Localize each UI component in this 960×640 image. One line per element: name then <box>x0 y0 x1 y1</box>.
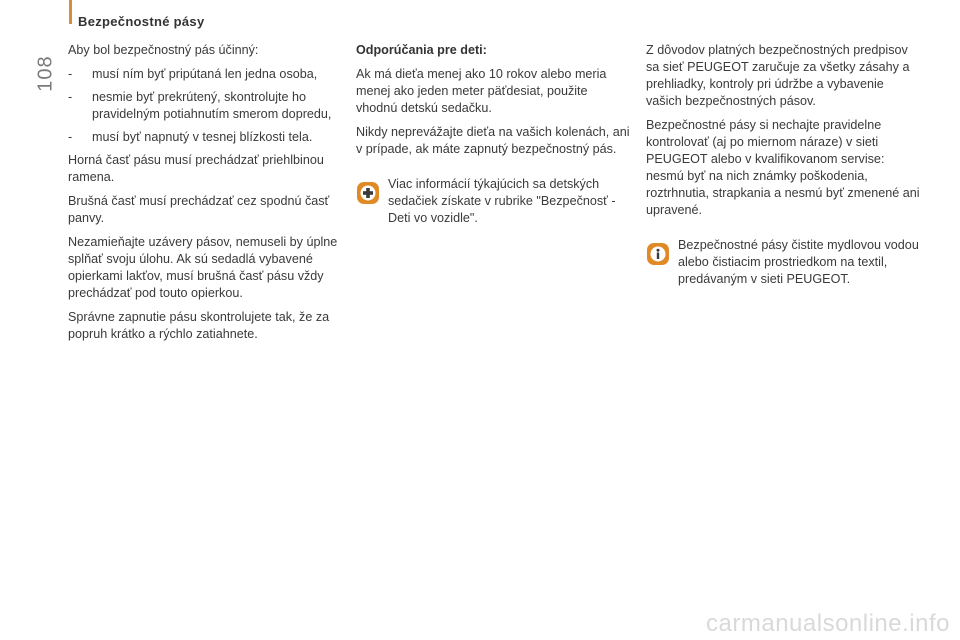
paragraph-buckles: Nezamieňajte uzávery pásov, nemuseli by úplne splňať svoju úlohu. Ak sú sedadlá vybavené opierkami lakťov, musí brušná časť pásu vždy prechádzať pod touto opierkou. <box>68 235 338 300</box>
column-maintenance <box>646 42 921 288</box>
paragraph-child-seat: Ak má dieťa menej ako 10 rokov alebo meria menej ako jeden meter päťdesiat, použite vhodnú detskú sedačku. <box>356 67 607 115</box>
section-title: Bezpečnostné pásy <box>78 14 205 29</box>
page-number: 108 <box>34 55 57 92</box>
watermark: carmanualsonline.info <box>706 610 950 637</box>
column-general-rules <box>68 42 343 350</box>
paragraph-network: Z dôvodov platných bezpečnostných predpisov sa sieť PEUGEOT zaručuje za všetky zásahy a prehliadky, kontroly pri údržbe a vybavenie vašich bezpečnostných pásov. <box>646 43 910 108</box>
list-item <box>68 89 343 123</box>
bullet-dash: - <box>68 90 73 104</box>
paragraph-inspection: Bezpečnostné pásy si nechajte pravidelne kontrolovať (aj po miernom náraze) v sieti PEUGEOT alebo v kvalifikovanom servise: nesmú byť na nich známky poškodenia, roztrhnutia, strapkania a nesmú byť zmenené ani upravené. <box>646 118 920 217</box>
children-heading: Odporúčania pre deti: <box>356 43 487 57</box>
list-item-text: musí ním byť pripútaná len jedna osoba, <box>92 67 318 81</box>
bullet-dash: - <box>68 130 73 144</box>
info-icon <box>646 242 670 266</box>
paragraph-check: Správne zapnutie pásu skontrolujete tak, že za popruh krátko a rýchlo zatiahnete. <box>68 310 330 341</box>
requirements-list <box>68 66 343 146</box>
section-accent-bar <box>69 0 72 24</box>
list-item-text: nesmie byť prekrútený, skontrolujte ho pravidelným potiahnutím smerom dopredu, <box>92 90 332 121</box>
more-info-note <box>356 176 631 227</box>
intro-text: Aby bol bezpečnostný pás účinný: <box>68 43 259 57</box>
cleaning-note <box>646 237 921 288</box>
note-text: Bezpečnostné pásy čistite mydlovou vodou alebo čistiacim prostriedkom na textil, predávaným v sieti PEUGEOT. <box>678 238 919 286</box>
note-text: Viac informácií týkajúcich sa detských sedačiek získate v rubrike "Bezpečnosť - Deti vo vozidle". <box>388 177 616 225</box>
list-item-text: musí byť napnutý v tesnej blízkosti tela. <box>92 130 313 144</box>
paragraph-no-lap: Nikdy neprevážajte dieťa na vašich kolenách, ani v prípade, ak máte zapnutý bezpečnostný pás. <box>356 125 630 156</box>
paragraph-lap-belt: Brušná časť musí prechádzať cez spodnú časť panvy. <box>68 194 330 225</box>
paragraph-upper-belt: Horná časť pásu musí prechádzať priehlbinou ramena. <box>68 153 324 184</box>
plus-icon <box>356 181 380 205</box>
bullet-dash: - <box>68 67 73 81</box>
list-item <box>68 66 343 83</box>
list-item <box>68 129 343 146</box>
column-children <box>356 42 631 227</box>
